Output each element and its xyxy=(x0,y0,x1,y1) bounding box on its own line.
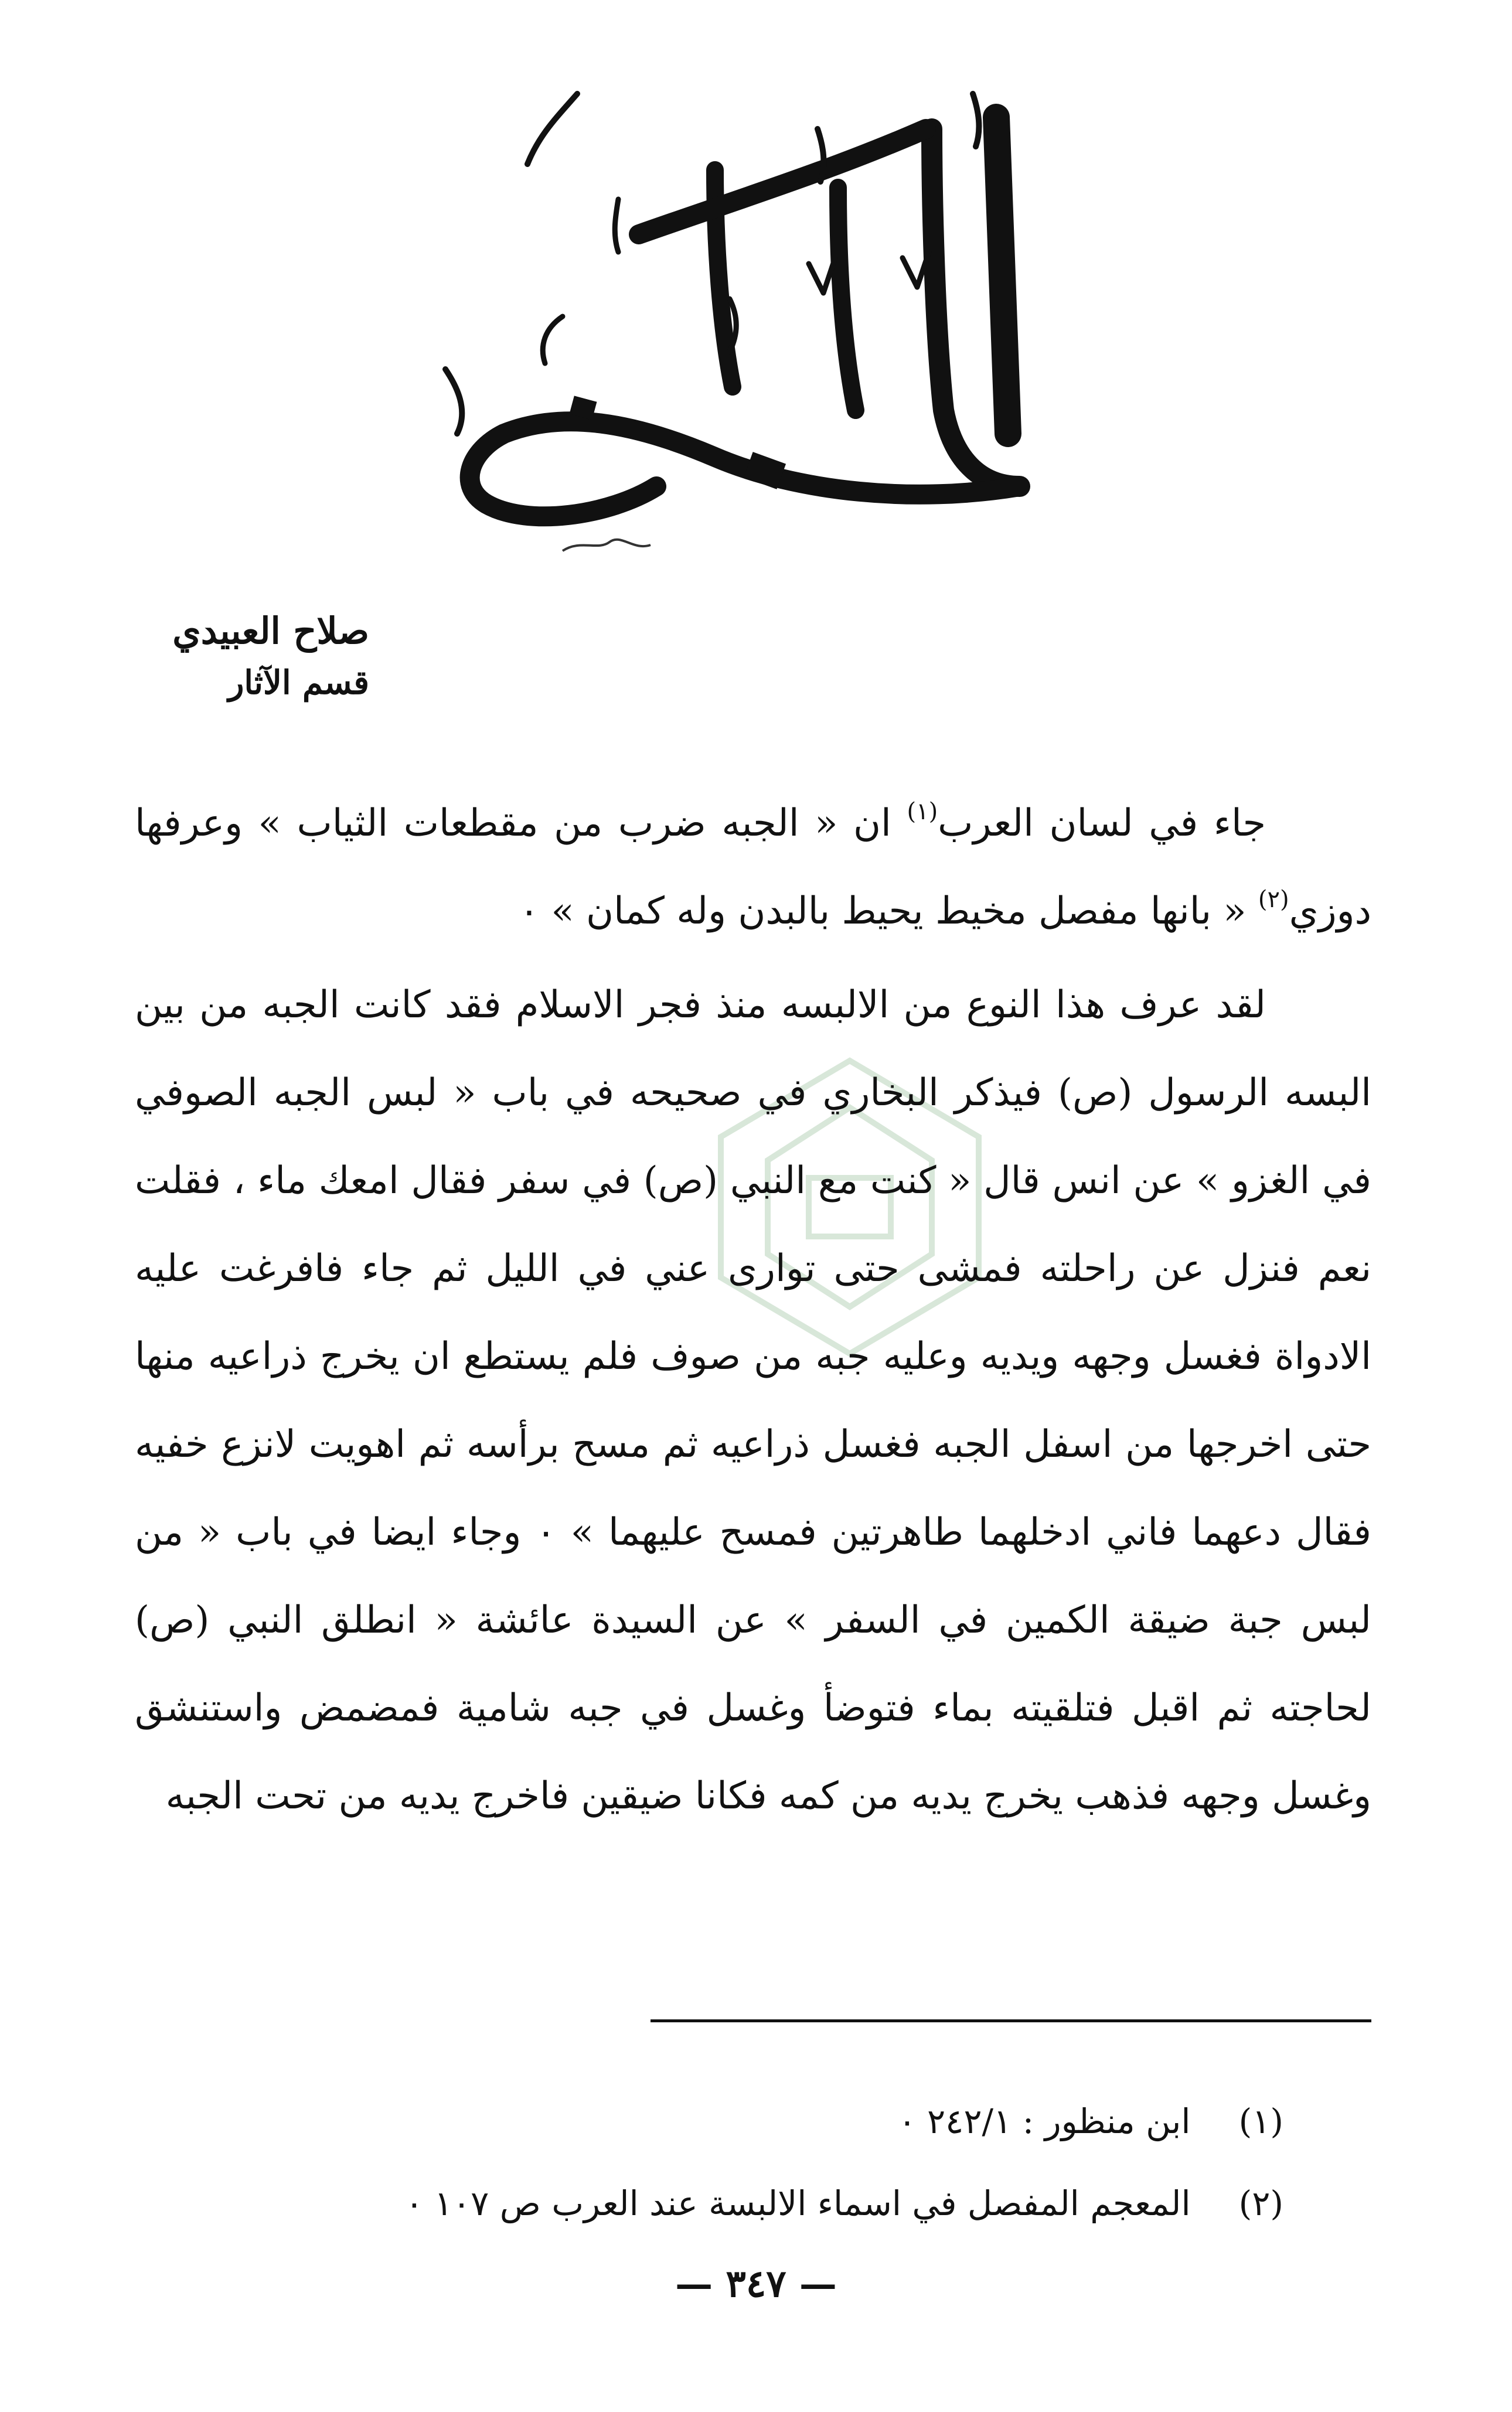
footnote-ref-1[interactable]: (١) xyxy=(907,798,938,825)
footnote-2-text: المعجم المفصل في اسماء الالبسة عند العرب ص ١٠٧ ٠ xyxy=(405,2183,1191,2223)
footnote-1 xyxy=(135,2080,1283,2162)
paragraph-2: لقد عرف هذا النوع من الالبسه منذ فجر الاسلام فقد كانت الجبه من بين البسه الرسول (ص) فيذكر البخاري في صحيحه في باب « لبس الجبه الصوفي في الغزو » عن انس قال « كنت مع النبي (ص) في سفر فقال امعك ماء ، فقلت نعم فنزل عن راحلته فمشى حتى توارى عني في الليل ثم جاء فافرغت عليه الادواة فغسل وجهه ويديه وعليه جبه من صوف فلم يستطع ان يخرج ذراعيه منها حتى اخرجها من اسفل الجبه فغسل ذراعيه ثم مسح برأسه ثم اهويت لانزع خفيه فقال دعهما فاني ادخلهما طاهرتين فمسح عليهما » ٠ وجاء ايضا في باب « من لبس جبة ضيقة الكمين في السفر » عن السيدة عائشة « انطلق النبي (ص) لحاجته ثم اقبل فتلقيته بماء فتوضأ وغسل في جبه شامية فمضمض واستنشق وغسل وجهه فذهب يخرج يديه من كمه فكانا ضيقين فاخرج يديه من تحت الجبه xyxy=(135,983,1372,1818)
author-block xyxy=(64,604,369,707)
footnote-1-text: ابن منظور : ٢٤٢/١ ٠ xyxy=(898,2101,1191,2141)
author-name: صلاح العبيدي xyxy=(172,609,369,652)
paragraph-1-tail: « بانها مفصل مخيط يحيط بالبدن وله كمان » ٠ xyxy=(519,890,1258,933)
footnote-divider xyxy=(651,2019,1371,2022)
author-department: قسم الآثار xyxy=(228,663,369,702)
footnote-2-number: (٢) xyxy=(1238,2183,1283,2223)
footnotes xyxy=(135,2080,1283,2244)
footnote-ref-2[interactable]: (٢) xyxy=(1258,886,1289,913)
title-calligraphy xyxy=(387,82,1149,563)
article-body xyxy=(135,779,1371,1846)
page-number: — ٣٤٧ — xyxy=(675,2262,837,2306)
paragraph-1-middle: ان « الجبه ضرب من مقطعات الثياب » وعرفها دوزي xyxy=(135,802,1371,933)
paragraph-1 xyxy=(135,779,1371,955)
footnote-1-number: (١) xyxy=(1238,2101,1283,2141)
paragraph-1-lead: جاء في لسان العرب xyxy=(938,802,1266,845)
footnote-2 xyxy=(135,2162,1283,2244)
